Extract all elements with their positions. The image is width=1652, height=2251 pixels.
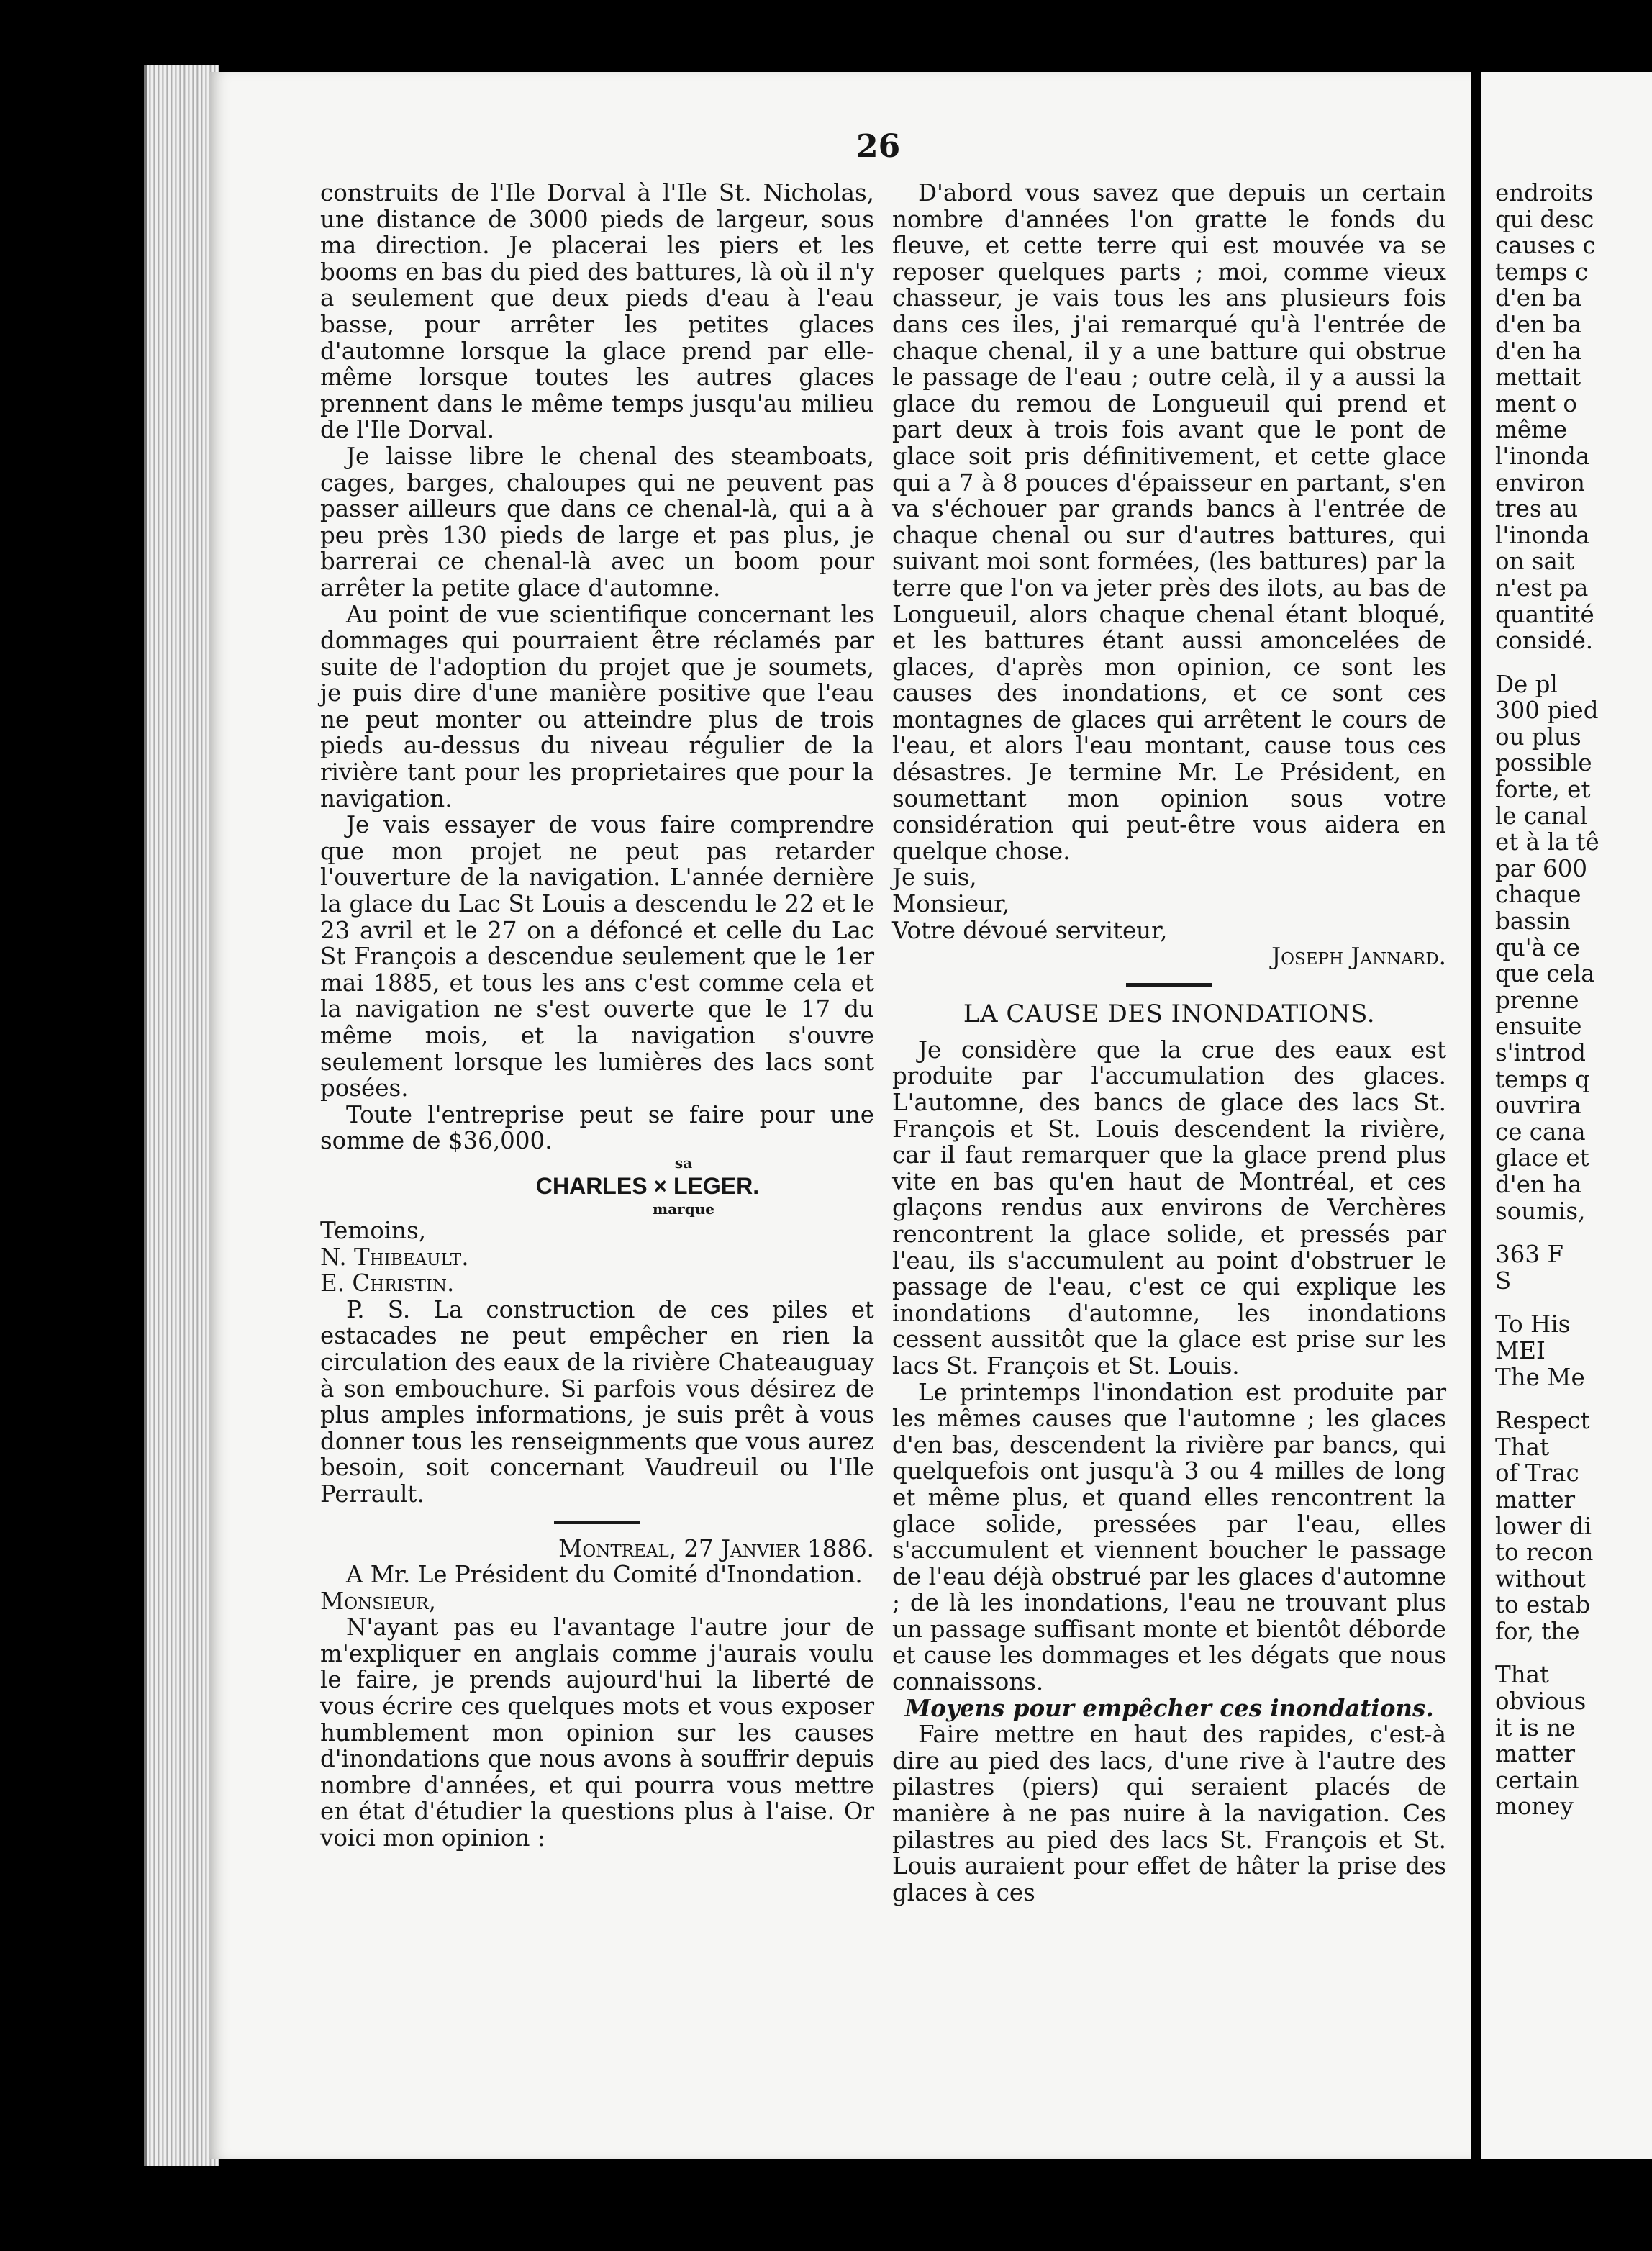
mark-sa: sa	[674, 1154, 693, 1172]
text-fragment: ouvrira	[1495, 1092, 1581, 1120]
text-fragment: s'introd	[1495, 1039, 1586, 1066]
closing-line: Monsieur,	[892, 890, 1010, 918]
paragraph: construits de l'Ile Dorval à l'Ile St. Nicholas, une distance de 3000 pieds de largeur, sous ma direction. Je placerai les piers et les booms en bas du pied des battures, là où il n'y a seulement que deux pieds d'eau à l'eau basse, pour arrêter les petites glaces d'automne lorsque la glace prend par elle-même lorsque toutes les autres glaces prennent dans le même temps jusqu'au milieu de l'Ile Dorval.	[320, 179, 874, 444]
text-fragment: The Me	[1495, 1363, 1585, 1391]
text-fragment: S	[1495, 1267, 1512, 1295]
paragraph: Je laisse libre le chenal des steamboats, cages, barges, chaloupes qui ne peuvent pas passer ailleurs que dans ce chenal-là, qui a à peu près 130 pieds de large et pas plus, je barrerai ce chenal-là avec un boom pour arrêter la petite glace d'automne.	[320, 442, 874, 602]
letter-paragraph: N'ayant pas eu l'avantage l'autre jour de m'expliquer en anglais comme j'aurais voulu le faire, je prends aujourd'hui la liberté de vous écrire ces quelques mots et vous exposer humblement mon opinion sur les causes d'inondations que nous avons à souffrir depuis nombre d'années, et qui pourra vous mettre en état d'étudier la questions plus à l'aise. Or voici mon opinion :	[320, 1613, 874, 1852]
closing-line: Je suis,	[892, 864, 977, 892]
page-gutter	[1471, 72, 1481, 2159]
mark-marque: marque	[653, 1200, 714, 1218]
signature: Joseph Jannard.	[1271, 943, 1446, 971]
text-fragment: d'en ha	[1495, 1170, 1582, 1198]
text-fragment: chaque	[1495, 881, 1581, 909]
postscript: P. S. La construction de ces piles et estacades ne peut empêcher en rien la circulation des eaux de la rivière Chateauguay à son embouchure. Si parfois vous désirez de plus amples informations, je suis prêt à vous donner tous les renseignments que vous aurez besoin, soit concernant Vaudreuil ou l'Ile Perrault.	[320, 1295, 874, 1508]
text-fragment: lower di	[1495, 1512, 1592, 1540]
text-fragment: it is ne	[1495, 1713, 1576, 1742]
text-fragment: for, the	[1495, 1617, 1580, 1645]
text-fragment: d'en ha	[1495, 337, 1582, 365]
text-fragment: of Trac	[1495, 1459, 1579, 1487]
text-fragment: certain	[1495, 1766, 1579, 1794]
text-fragment: endroits	[1495, 179, 1594, 207]
text-fragment: De pl	[1495, 670, 1558, 698]
section-heading: LA CAUSE DES INONDATIONS.	[963, 999, 1376, 1028]
text-fragment: qui desc	[1495, 205, 1594, 233]
text-fragment: to estab	[1495, 1591, 1591, 1619]
next-page-column	[1495, 180, 1652, 1820]
text-fragment: ment o	[1495, 389, 1577, 417]
text-fragment: to recon	[1495, 1539, 1594, 1567]
paragraph: Je considère que la crue des eaux est produite par l'accumulation des glaces. L'automne, des bancs de glace des lacs St. François et St. Louis descendent la rivière, car il faut remarquer que la glace prend plus vite en bas qu'en haut de Montréal, et ces glaçons rendus aux environs de Verchères rencontrent la glace solide, et pressés par l'eau, ils s'accumulent au point d'obstruer le passage de l'eau, c'est ce qui explique les inondations d'automne, les inondations cessent aussitôt que la glace est prise sur les lacs St. François et St. Louis.	[892, 1036, 1446, 1380]
text-fragment: ensuite	[1495, 1013, 1582, 1041]
text-fragment: That	[1495, 1661, 1550, 1689]
text-fragment: environ	[1495, 468, 1585, 497]
next-page-fragment	[1481, 72, 1652, 2159]
text-fragment: par 600	[1495, 854, 1588, 882]
dateline: Montreal, 27 Janvier 1886.	[558, 1534, 874, 1562]
text-fragment: soumis,	[1495, 1197, 1586, 1225]
text-fragment: n'est pa	[1495, 574, 1589, 602]
text-fragment: money	[1495, 1793, 1574, 1821]
text-fragment: ce cana	[1495, 1118, 1586, 1146]
text-fragment: qu'à ce	[1495, 933, 1580, 961]
text-fragment: le canal	[1495, 802, 1588, 830]
signer-name: CHARLES × LEGER.	[535, 1172, 760, 1199]
book-page-edges	[144, 65, 219, 2166]
text-fragment: mettait	[1495, 363, 1581, 391]
text-fragment: tres au	[1495, 495, 1579, 523]
page-number: 26	[856, 128, 901, 165]
addressee: A Mr. Le Président du Comité d'Inondation.	[346, 1561, 863, 1589]
right-column	[892, 180, 1446, 1906]
divider	[554, 1521, 640, 1524]
left-column	[320, 180, 874, 1852]
paragraph: Je vais essayer de vous faire comprendre que mon projet ne peut pas retarder l'ouverture de la navigation. L'année dernière la glace du Lac St Louis a descendu le 22 et le 23 avril et le 27 on a défoncé et celle du Lac St François a descendue seulement que le 1er mai 1885, et tous les ans c'est comme cela et la navigation ne s'est ouverte que le 17 du même mois, et la navigation s'ouvre seulement lorsque les lumières des lacs sont posées.	[320, 811, 874, 1102]
text-fragment: Respect	[1495, 1407, 1590, 1435]
text-fragment: matter	[1495, 1740, 1576, 1768]
witnesses-label: Temoins,	[320, 1216, 427, 1244]
subheading: Moyens pour empêcher ces inondations.	[904, 1693, 1434, 1722]
text-fragment: même	[1495, 416, 1568, 444]
text-fragment: causes c	[1495, 232, 1596, 260]
witness-name: E. Christin.	[320, 1269, 455, 1297]
text-fragment: temps c	[1495, 258, 1589, 286]
text-fragment: possible	[1495, 749, 1592, 777]
text-fragment: To His	[1495, 1310, 1571, 1339]
paragraph: Faire mettre en haut des rapides, c'est-à dire au pied des lacs, d'une rive à l'autre des pilastres (piers) qui seraient placés de manière à ne pas nuire à la navigation. Ces pilastres au pied des lacs St. François et St. Louis auraient pour effet de hâter la prise des glaces à ces	[892, 1721, 1446, 1906]
text-fragment: l'inonda	[1495, 521, 1590, 549]
witness-name: N. Thibeault.	[320, 1243, 469, 1271]
paragraph: Toute l'entreprise peut se faire pour une somme de $36,000.	[320, 1100, 874, 1155]
text-fragment: forte, et	[1495, 776, 1591, 804]
text-fragment: glace et	[1495, 1144, 1589, 1172]
text-fragment: That	[1495, 1433, 1550, 1461]
paragraph: Le printemps l'inondation est produite par les mêmes causes que l'automne ; les glaces d'en bas, descendent la rivière par bancs, qui quelquefois ont jusqu'à 3 ou 4 milles de long et même plus, et quand elles rencontrent la glace solide, pressées par l'eau, elles s'accumulent et viennent boucher le passage de l'eau déjà obstrué par les glaces d'automne ; de là les inondations, l'eau ne trouvant plus un passage suffisant monte et bientôt déborde et cause les dommages et les dégats que nous connaissons.	[892, 1378, 1446, 1696]
text-fragment: d'en ba	[1495, 310, 1582, 338]
text-fragment: d'en ba	[1495, 284, 1582, 312]
text-fragment: matter	[1495, 1485, 1576, 1513]
text-fragment: MEI	[1495, 1336, 1546, 1364]
text-fragment: without	[1495, 1564, 1586, 1593]
text-fragment: prenne	[1495, 986, 1579, 1014]
text-fragment: 300 pied	[1495, 697, 1599, 725]
text-fragment: que cela	[1495, 960, 1595, 988]
text-fragment: on sait	[1495, 548, 1575, 576]
divider	[1126, 983, 1212, 987]
text-fragment: ou plus	[1495, 723, 1581, 751]
text-fragment: et à la tê	[1495, 828, 1599, 856]
text-fragment: bassin	[1495, 907, 1571, 936]
text-fragment: quantité	[1495, 600, 1594, 628]
text-fragment: obvious	[1495, 1688, 1587, 1716]
salutation: Monsieur,	[320, 1587, 436, 1615]
paragraph: Au point de vue scientifique concernant les dommages qui pourraient être réclamés par suite de l'adoption du projet que je soumets, je puis dire d'une manière positive que l'eau ne peut monter ou atteindre plus de trois pieds au-dessus du niveau régulier de la rivière tant pour les proprietaires que pour la navigation.	[320, 600, 874, 812]
letter-paragraph: D'abord vous savez que depuis un certain nombre d'années l'on gratte le fonds du fleuve, et cette terre qui est mouvée va se reposer quelques parts ; moi, comme vieux chasseur, je vais tous les ans plusieurs fois dans ces iles, j'ai remarqué qu'à l'entrée de chaque chenal, il y a une batture qui obstrue le passage de l'eau ; outre celà, il y a aussi la glace du remou de Longueuil qui prend et part deux à trois fois avant que le pont de glace soit pris définitivement, et cette glace qui a 7 à 8 pouces d'épaisseur en partant, s'en va s'échouer par grands bancs à l'entrée de chaque chenal ou sur d'autres battures, qui suivant moi sont formées, (les battures) par la terre que l'on va jeter près des ilots, au bas de Longueuil, alors chaque chenal étant bloqué, et les battures étant aussi amoncelées de glaces, d'après mon opinion, ce sont les causes des inondations, et ce sont ces montagnes de glaces qui arrêtent le cours de l'eau, et alors l'eau montant, cause tous ces désastres. Je termine Mr. Le Président, en soumettant mon opinion sous votre considération qui peut-être vous aidera en quelque chose.	[892, 179, 1446, 865]
text-fragment: considé.	[1495, 627, 1594, 655]
text-fragment: temps q	[1495, 1065, 1590, 1093]
text-fragment: 363 F	[1495, 1241, 1564, 1269]
closing-line: Votre dévoué serviteur,	[892, 916, 1168, 944]
text-fragment: l'inonda	[1495, 442, 1590, 470]
